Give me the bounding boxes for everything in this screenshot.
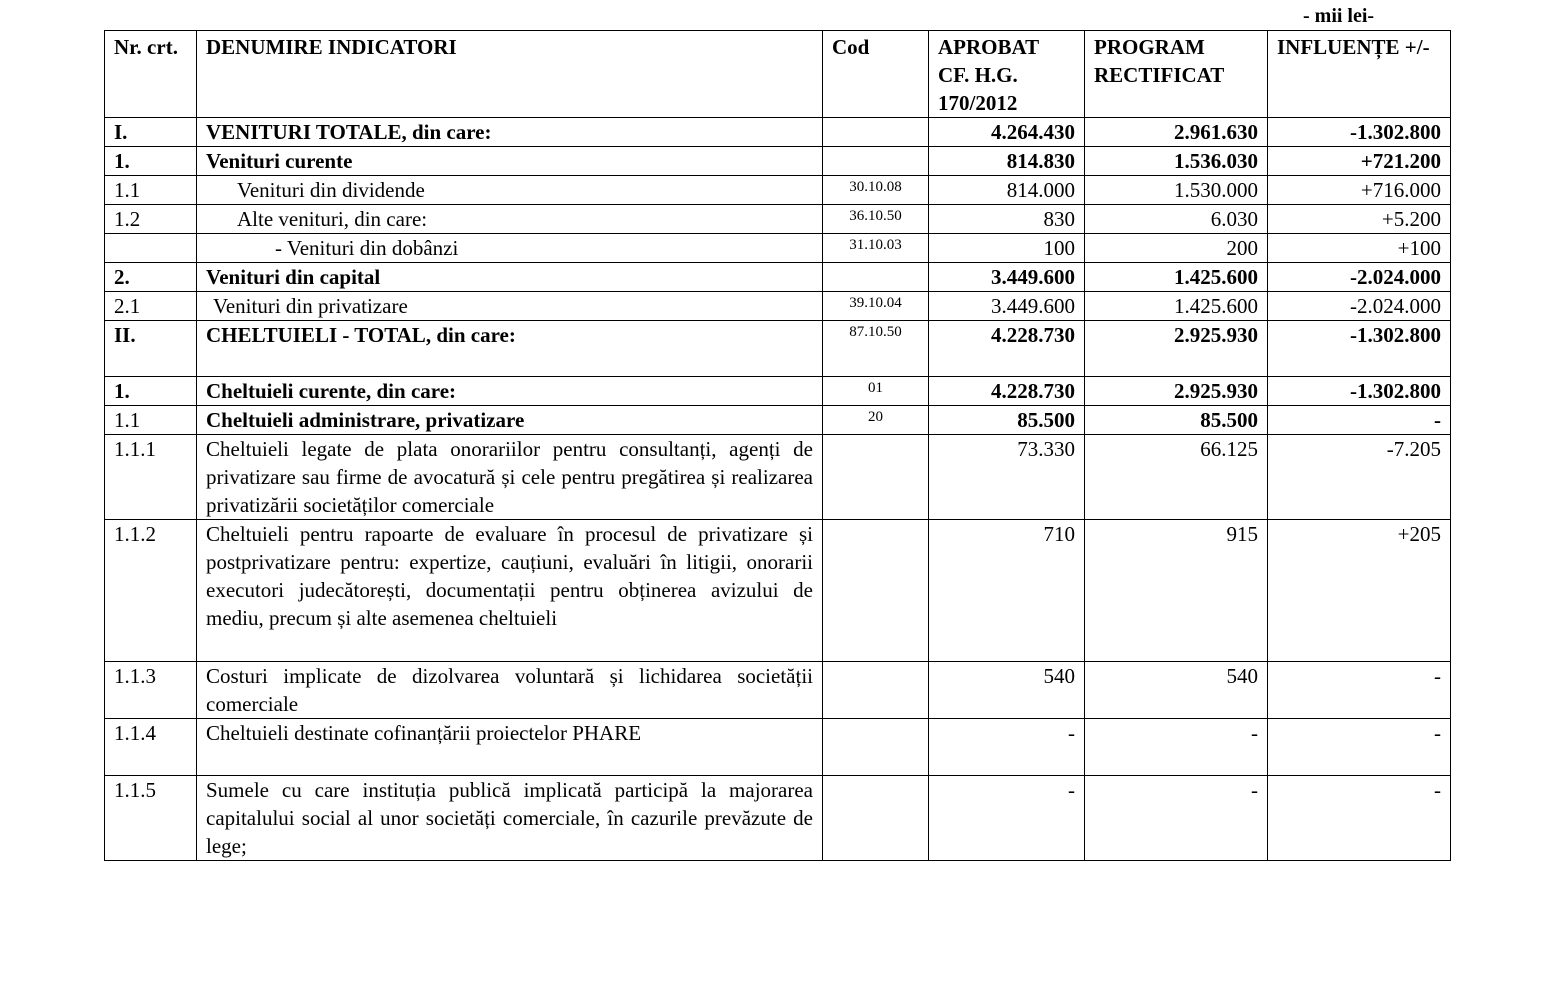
row-influente: -1.302.800: [1268, 377, 1451, 406]
row-cod: [823, 263, 929, 292]
row-influente: -2.024.000: [1268, 292, 1451, 321]
row-nr: 1.1: [105, 406, 197, 435]
table-header-row: [105, 31, 1451, 118]
row-program: 915: [1085, 520, 1268, 662]
row-nr: 1.: [105, 377, 197, 406]
row-denumire: Venituri din dividende: [197, 176, 823, 205]
row-influente: -: [1268, 719, 1451, 776]
row-denumire: VENITURI TOTALE, din care:: [197, 118, 823, 147]
row-cod: [823, 118, 929, 147]
table-row: [105, 118, 1451, 147]
row-program: 540: [1085, 662, 1268, 719]
row-influente: -1.302.800: [1268, 321, 1451, 377]
row-influente: +100: [1268, 234, 1451, 263]
row-program: 85.500: [1085, 406, 1268, 435]
row-influente: -1.302.800: [1268, 118, 1451, 147]
table-row: [105, 406, 1451, 435]
row-denumire: Cheltuieli curente, din care:: [197, 377, 823, 406]
row-nr: 1.1.2: [105, 520, 197, 662]
row-denumire: Venituri din capital: [197, 263, 823, 292]
row-aprobat: 3.449.600: [929, 263, 1085, 292]
row-influente: +5.200: [1268, 205, 1451, 234]
row-denumire: Costuri implicate de dizolvarea voluntară și lichidarea societății comerciale: [197, 662, 823, 719]
row-aprobat: 3.449.600: [929, 292, 1085, 321]
row-cod: [823, 520, 929, 662]
row-aprobat: 814.000: [929, 176, 1085, 205]
header-program: PROGRAM RECTIFICAT: [1085, 31, 1268, 118]
row-aprobat: 710: [929, 520, 1085, 662]
table-row: [105, 205, 1451, 234]
row-influente: +716.000: [1268, 176, 1451, 205]
row-denumire: - Venituri din dobânzi: [197, 234, 823, 263]
header-denumire: DENUMIRE INDICATORI: [197, 31, 823, 118]
row-aprobat: 100: [929, 234, 1085, 263]
row-nr: 1.1.4: [105, 719, 197, 776]
row-nr: 1.: [105, 147, 197, 176]
header-influente: INFLUENȚE +/-: [1268, 31, 1451, 118]
row-denumire: Cheltuieli destinate cofinanțării proiectelor PHARE: [197, 719, 823, 776]
row-nr: 1.1.1: [105, 435, 197, 520]
table-row: [105, 176, 1451, 205]
row-aprobat: 814.830: [929, 147, 1085, 176]
row-nr: I.: [105, 118, 197, 147]
row-influente: -7.205: [1268, 435, 1451, 520]
row-influente: +205: [1268, 520, 1451, 662]
row-program: 1.425.600: [1085, 263, 1268, 292]
row-denumire: Cheltuieli pentru rapoarte de evaluare în procesul de privatizare și postprivatizare pentru: expertize, cauțiuni, evaluări în litigii, onorarii executori judecătorești, documentații pentru obținerea avizului de mediu, precum și alte asemenea cheltuieli: [197, 520, 823, 662]
row-program: 1.425.600: [1085, 292, 1268, 321]
budget-table: [104, 30, 1451, 861]
header-cod: Cod: [823, 31, 929, 118]
table-row: [105, 776, 1451, 861]
table-row: [105, 719, 1451, 776]
row-aprobat: 73.330: [929, 435, 1085, 520]
table-row: [105, 234, 1451, 263]
row-program: 200: [1085, 234, 1268, 263]
row-cod: 39.10.04: [823, 292, 929, 321]
row-cod: [823, 147, 929, 176]
row-influente: -: [1268, 662, 1451, 719]
row-denumire: Cheltuieli administrare, privatizare: [197, 406, 823, 435]
row-denumire: Venituri din privatizare: [197, 292, 823, 321]
row-aprobat: 4.228.730: [929, 377, 1085, 406]
row-nr: II.: [105, 321, 197, 377]
row-program: 6.030: [1085, 205, 1268, 234]
table-row: [105, 662, 1451, 719]
table-row: [105, 520, 1451, 662]
row-aprobat: 540: [929, 662, 1085, 719]
row-program: 1.530.000: [1085, 176, 1268, 205]
row-cod: 20: [823, 406, 929, 435]
row-nr: 1.1.3: [105, 662, 197, 719]
header-nr: Nr. crt.: [105, 31, 197, 118]
row-program: 2.925.930: [1085, 321, 1268, 377]
row-aprobat: 4.228.730: [929, 321, 1085, 377]
row-nr: 2.1: [105, 292, 197, 321]
row-cod: [823, 435, 929, 520]
row-cod: 30.10.08: [823, 176, 929, 205]
row-program: -: [1085, 776, 1268, 861]
row-nr: 1.2: [105, 205, 197, 234]
unit-label: - mii lei-: [1303, 5, 1375, 27]
row-aprobat: -: [929, 719, 1085, 776]
row-program: 66.125: [1085, 435, 1268, 520]
row-denumire: Cheltuieli legate de plata onorariilor pentru consultanți, agenți de privatizare sau firme de avocatură și cele pentru pregătirea și realizarea privatizării societăților comerciale: [197, 435, 823, 520]
row-cod: 01: [823, 377, 929, 406]
row-influente: -: [1268, 406, 1451, 435]
row-nr: [105, 234, 197, 263]
row-cod: 36.10.50: [823, 205, 929, 234]
table-row: [105, 321, 1451, 377]
row-nr: 1.1: [105, 176, 197, 205]
table-row: [105, 292, 1451, 321]
row-aprobat: 85.500: [929, 406, 1085, 435]
table-row: [105, 147, 1451, 176]
table-row: [105, 435, 1451, 520]
row-program: 2.925.930: [1085, 377, 1268, 406]
row-aprobat: -: [929, 776, 1085, 861]
row-program: 2.961.630: [1085, 118, 1268, 147]
row-aprobat: 4.264.430: [929, 118, 1085, 147]
header-aprobat: APROBAT CF. H.G. 170/2012: [929, 31, 1085, 118]
row-program: 1.536.030: [1085, 147, 1268, 176]
table-row: [105, 377, 1451, 406]
row-denumire: CHELTUIELI - TOTAL, din care:: [197, 321, 823, 377]
row-influente: -: [1268, 776, 1451, 861]
row-influente: -2.024.000: [1268, 263, 1451, 292]
row-denumire: Alte venituri, din care:: [197, 205, 823, 234]
row-cod: [823, 719, 929, 776]
row-aprobat: 830: [929, 205, 1085, 234]
row-cod: 31.10.03: [823, 234, 929, 263]
row-cod: [823, 776, 929, 861]
row-cod: 87.10.50: [823, 321, 929, 377]
row-cod: [823, 662, 929, 719]
row-influente: +721.200: [1268, 147, 1451, 176]
row-denumire: Venituri curente: [197, 147, 823, 176]
table-row: [105, 263, 1451, 292]
row-program: -: [1085, 719, 1268, 776]
row-nr: 1.1.5: [105, 776, 197, 861]
row-denumire: Sumele cu care instituția publică implicată participă la majorarea capitalului social al unor societăți comerciale, în cazurile prevăzute de lege;: [197, 776, 823, 861]
row-nr: 2.: [105, 263, 197, 292]
